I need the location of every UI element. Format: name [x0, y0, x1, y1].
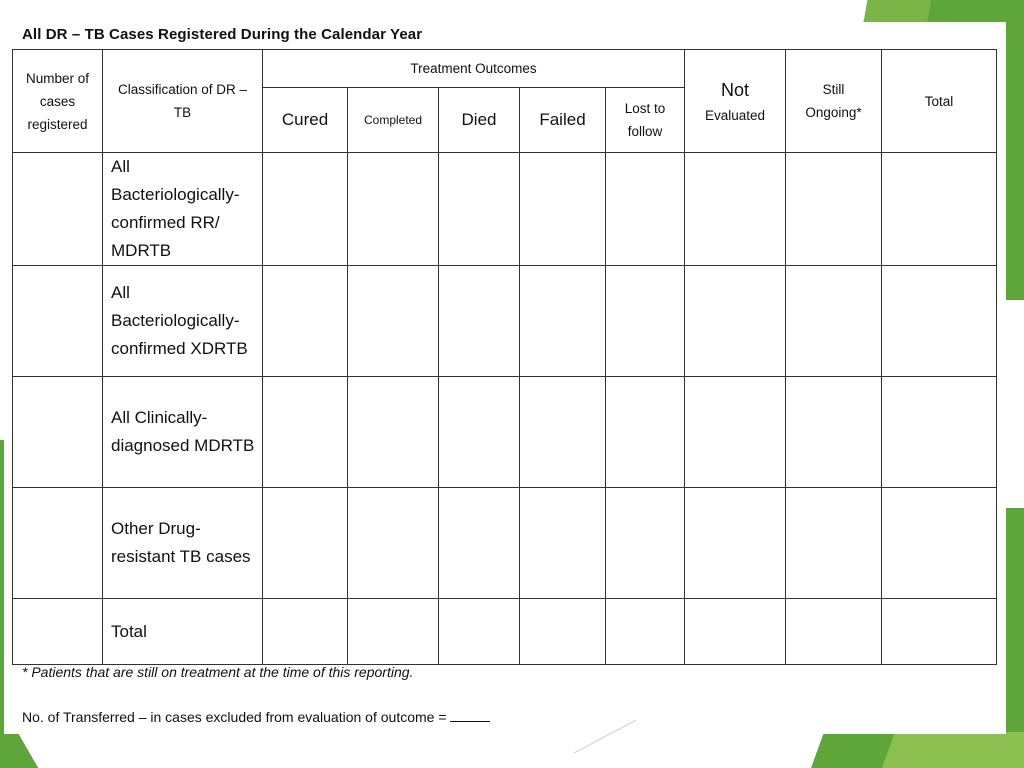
header-failed: Failed	[520, 88, 606, 153]
cell-total[interactable]	[882, 153, 997, 266]
table-row	[13, 377, 997, 488]
header-treatment-outcomes: Treatment Outcomes	[263, 50, 685, 88]
decor-shape-bottom-right	[764, 732, 1024, 768]
cell-still-ongoing[interactable]	[786, 153, 882, 266]
table-row	[13, 153, 997, 266]
cell-cured[interactable]	[263, 153, 348, 266]
row-classification: All Bacteriologically-confirmed XDRTB	[103, 266, 263, 377]
cell-still-ongoing[interactable]	[786, 377, 882, 488]
cell-not-evaluated[interactable]	[685, 377, 786, 488]
cell-cured[interactable]	[263, 377, 348, 488]
cell-failed[interactable]	[520, 153, 606, 266]
cell-total[interactable]	[882, 599, 997, 665]
row-classification: Total	[103, 599, 263, 665]
header-row-1	[13, 50, 997, 88]
cell-completed[interactable]	[348, 266, 439, 377]
cell-not-evaluated[interactable]	[685, 266, 786, 377]
not-evaluated-line-1: Not	[721, 79, 750, 100]
report-sheet	[4, 22, 1006, 734]
header-not-evaluated	[685, 50, 786, 153]
cell-lost-to-follow[interactable]	[606, 488, 685, 599]
transferred-line	[22, 709, 490, 725]
cell-died[interactable]	[439, 377, 520, 488]
cell-total[interactable]	[882, 377, 997, 488]
cell-still-ongoing[interactable]	[786, 266, 882, 377]
cell-lost-to-follow[interactable]	[606, 266, 685, 377]
cell-cured[interactable]	[263, 488, 348, 599]
header-died: Died	[439, 88, 520, 153]
row-classification: All Clinically-diagnosed MDRTB	[103, 377, 263, 488]
table-row	[13, 488, 997, 599]
row-classification: Other Drug-resistant TB cases	[103, 488, 263, 599]
transferred-blank-field[interactable]	[450, 709, 490, 722]
cell-number[interactable]	[13, 599, 103, 665]
table-row	[13, 266, 997, 377]
cell-completed[interactable]	[348, 153, 439, 266]
cell-failed[interactable]	[520, 599, 606, 665]
cell-failed[interactable]	[520, 488, 606, 599]
cell-still-ongoing[interactable]	[786, 599, 882, 665]
cell-lost-to-follow[interactable]	[606, 377, 685, 488]
header-cured: Cured	[263, 88, 348, 153]
header-number-of-cases: Number of cases registered	[13, 50, 103, 153]
cell-total[interactable]	[882, 488, 997, 599]
cell-died[interactable]	[439, 266, 520, 377]
cell-not-evaluated[interactable]	[685, 488, 786, 599]
footnote: * Patients that are still on treatment at the time of this reporting.	[22, 664, 414, 680]
decor-shape-bottom-left	[0, 734, 50, 768]
header-completed: Completed	[348, 88, 439, 153]
cell-number[interactable]	[13, 153, 103, 266]
cell-completed[interactable]	[348, 377, 439, 488]
cell-number[interactable]	[13, 377, 103, 488]
cell-died[interactable]	[439, 488, 520, 599]
table-row-total	[13, 599, 997, 665]
cell-still-ongoing[interactable]	[786, 488, 882, 599]
cell-number[interactable]	[13, 266, 103, 377]
page-title: All DR – TB Cases Registered During the Calendar Year	[22, 26, 423, 43]
cell-cured[interactable]	[263, 266, 348, 377]
header-still-ongoing: Still Ongoing*	[786, 50, 882, 153]
cell-not-evaluated[interactable]	[685, 153, 786, 266]
cell-died[interactable]	[439, 153, 520, 266]
cell-died[interactable]	[439, 599, 520, 665]
cell-lost-to-follow[interactable]	[606, 153, 685, 266]
header-classification: Classification of DR – TB	[103, 50, 263, 153]
cell-failed[interactable]	[520, 377, 606, 488]
cell-number[interactable]	[13, 488, 103, 599]
decor-bar-right-bottom	[1006, 508, 1024, 768]
transferred-label: No. of Transferred – in cases excluded from evaluation of outcome =	[22, 709, 447, 725]
cell-completed[interactable]	[348, 599, 439, 665]
row-classification: All Bacteriologically-confirmed RR/ MDRTB	[103, 153, 263, 266]
cell-cured[interactable]	[263, 599, 348, 665]
cell-lost-to-follow[interactable]	[606, 599, 685, 665]
cell-failed[interactable]	[520, 266, 606, 377]
cell-not-evaluated[interactable]	[685, 599, 786, 665]
header-total: Total	[882, 50, 997, 153]
cell-total[interactable]	[882, 266, 997, 377]
cell-completed[interactable]	[348, 488, 439, 599]
not-evaluated-line-2: Evaluated	[705, 107, 766, 123]
outcomes-table	[12, 49, 997, 665]
header-lost-to-follow: Lost to follow	[606, 88, 685, 153]
